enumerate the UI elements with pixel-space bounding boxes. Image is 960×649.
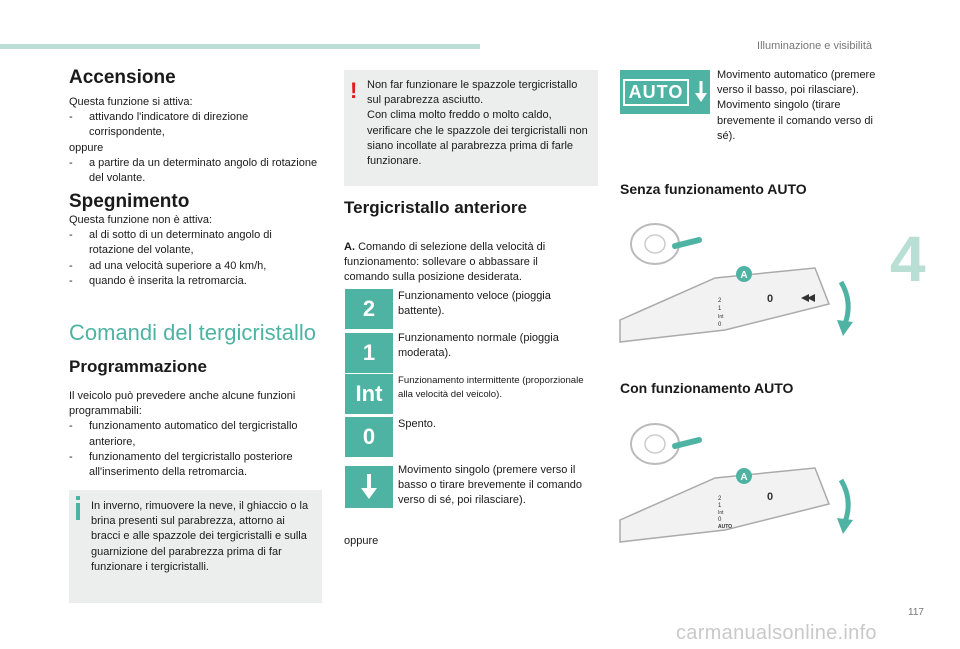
callout-label-a: A. [344,241,355,253]
list-item: - attivando l'indicatore di direzione corrispondente, [69,111,249,139]
stalk-label-2: 2 [718,496,722,502]
accensione-body [69,95,319,186]
list-item: - funzionamento del tergicristallo posteriore all'inserimento della retromarcia. [69,450,293,479]
speed-tile-1: 1 [345,333,393,373]
down-arrow-icon [360,474,378,500]
callout-a: A [740,270,748,281]
programmazione-body [69,389,321,480]
spegnimento-title: Spegnimento [69,191,190,212]
wiper-stalk-illustration [615,412,865,552]
list-item: - ad una velocità superiore a 40 km/h, [69,259,267,272]
stalk-label-2: 2 [718,298,722,304]
list-item: - funzionamento automatico del tergicristallo anteriore, [69,420,298,448]
spegnimento-intro: Questa funzione non è attiva: [69,214,213,226]
senza-title: Senza funzionamento AUTO [620,181,807,197]
stalk-label-1: 1 [718,306,722,312]
auto-label: AUTO [623,79,690,106]
stalk-label-int: Int [718,314,724,320]
stalk-label-1: 1 [718,503,722,509]
stalk-label-int: Int [718,510,724,516]
stalk-label-0: 0 [718,322,722,328]
info-icon [76,503,80,520]
watermark: carmanualsonline.info [676,622,877,644]
header-section-title: Illuminazione e visibilità [757,40,872,52]
auto-line2: Movimento singolo (tirare brevemente il comando verso di sé). [717,99,873,142]
speed-tile-0: 0 [345,417,393,457]
anteriore-intro [344,240,574,286]
list-item: - al di sotto di un determinato angolo di rotazione del volante, [69,229,272,257]
spegnimento-body [69,213,319,289]
chapter-number: 4 [890,223,926,295]
speed-text-0: Spento. [398,418,436,430]
speed-tile-int: Int [345,374,393,414]
list-item: - quando è inserita la retromarcia. [69,274,247,287]
page-number: 117 [908,607,924,618]
speed-text-2: Funzionamento veloce (pioggia battente). [398,290,551,318]
warning-line2: Con clima molto freddo o molto caldo, verificare che le spazzole dei tergicristalli non siano incollate al parabrezza prima di farle funzionare. [367,109,588,168]
single-wipe-tile [345,466,393,508]
auto-tile [620,70,710,114]
accensione-intro: Questa funzione si attiva: [69,96,193,108]
warning-icon: ! [350,78,358,103]
accensione-oppure: oppure [69,141,104,154]
programmazione-title: Programmazione [69,357,207,376]
single-wipe-text: Movimento singolo (premere verso il basso o tirare brevemente il comando verso di sé, poi rilasciare). [398,464,583,507]
stalk-label-auto: AUTO [718,524,733,530]
stalk-zero: 0 [767,293,774,305]
anteriore-a-text: Comando di selezione della velocità di funzionamento: sollevare o abbassare il comando sulla posizione desiderata. [344,241,546,284]
down-arrow-icon [695,81,707,103]
programmazione-intro: Il veicolo può prevedere anche alcune funzioni programmabili: [69,390,296,418]
warning-text [367,78,592,169]
warning-line1: Non far funzionare le spazzole tergicristallo sul parabrezza asciutto. [367,79,578,107]
header-bar [0,44,480,49]
anteriore-title: Tergicristallo anteriore [344,198,527,217]
wiper-stalk-illustration [615,212,865,352]
stalk-zero: 0 [767,491,774,503]
stalk-label-0: 0 [718,517,722,523]
speed-tile-2: 2 [345,289,393,329]
list-item: - a partire da un determinato angolo di rotazione del volante. [69,156,318,185]
speed-text-int: Funzionamento intermittente (proporzionale alla velocità del veicolo). [398,375,584,400]
info-text: In inverno, rimuovere la neve, il ghiaccio o la brina presenti sul parabrezza, attorno ai bracci e alle spazzole dei tergicristalli e sulla guarnizione del parabrezza prima di far funzionare i tergicristalli. [91,500,309,573]
auto-line1: Movimento automatico (premere verso il basso, poi rilasciare). [717,69,876,97]
comandi-title: Comandi del tergicristallo [69,320,316,345]
speed-text-1: Funzionamento normale (pioggia moderata). [398,332,559,360]
anteriore-oppure: oppure [344,535,379,547]
callout-a: A [740,472,748,483]
accensione-title: Accensione [69,67,176,88]
auto-text [717,68,877,144]
con-title: Con funzionamento AUTO [620,380,794,396]
